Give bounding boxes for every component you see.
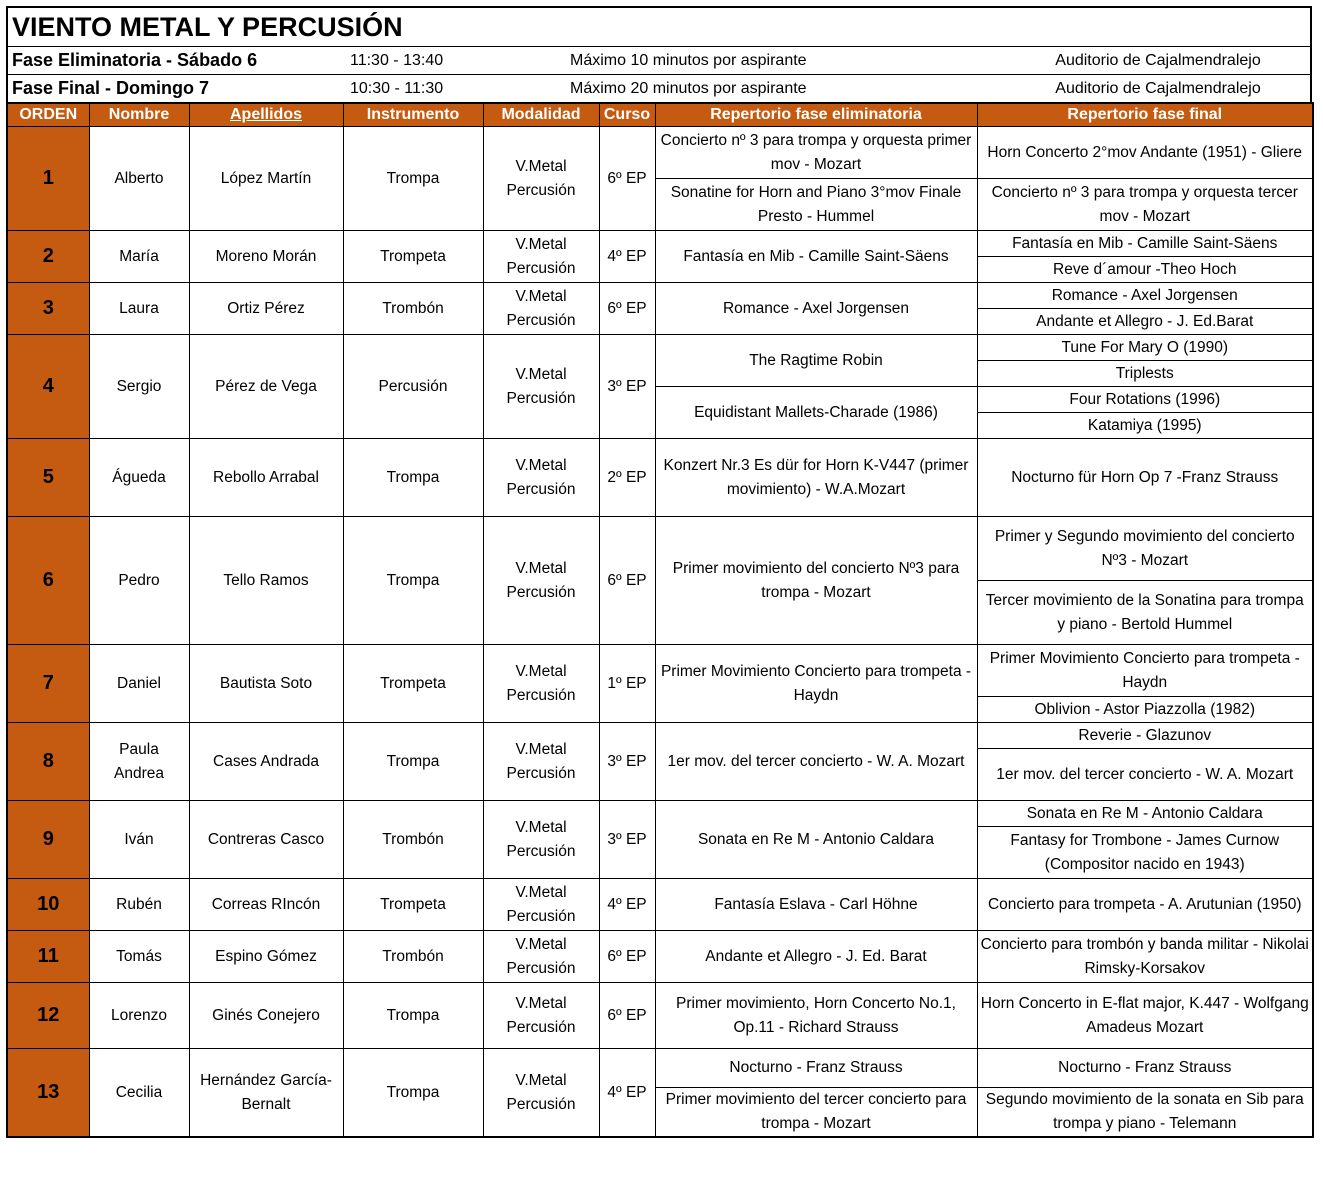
curso-cell: 6º EP [599,283,655,335]
instrumento-cell: Trompeta [343,231,483,283]
curso-cell: 6º EP [599,931,655,983]
table-header-row [7,103,1313,127]
orden-cell: 7 [7,645,89,723]
repertorio-final-cell: Nocturno - Franz Strauss [977,1049,1313,1088]
repertorio-final-cell: Concierto para trombón y banda militar - Nikolai Rimsky-Korsakov [977,931,1313,983]
repertorio-final-cell: Primer y Segundo movimiento del concierto Nº3 - Mozart [977,517,1313,581]
nombre-cell: Rubén [89,879,189,931]
phase-place: Auditorio de Cajalmendralejo [1055,79,1261,97]
curso-cell: 6º EP [599,983,655,1049]
curso-cell: 4º EP [599,1049,655,1138]
phase-note: Máximo 10 minutos por aspirante [570,51,807,69]
modalidad-cell: V.Metal Percusión [483,1049,599,1138]
repertorio-final-cell: Horn Concerto 2°mov Andante (1951) - Gliere [977,127,1313,179]
apellidos-cell: Hernández García-Bernalt [189,1049,343,1138]
instrumento-cell: Trompeta [343,879,483,931]
schedule-sheet [6,6,1312,1138]
curso-cell: 2º EP [599,439,655,517]
table-row [7,983,1313,1049]
repertorio-final-cell: 1er mov. del tercer concierto - W. A. Mozart [977,749,1313,801]
apellidos-cell: Pérez de Vega [189,335,343,439]
col-repertorio-eliminatoria: Repertorio fase eliminatoria [655,103,977,127]
table-row [7,1049,1313,1088]
repertorio-eliminatoria-cell: Concierto nº 3 para trompa y orquesta primer mov - Mozart [655,127,977,179]
modalidad-cell: V.Metal Percusión [483,439,599,517]
nombre-cell: Laura [89,283,189,335]
nombre-cell: Tomás [89,931,189,983]
modalidad-cell: V.Metal Percusión [483,335,599,439]
orden-cell: 2 [7,231,89,283]
repertorio-eliminatoria-cell: The Ragtime Robin [655,335,977,387]
orden-cell: 4 [7,335,89,439]
nombre-cell: Paula Andrea [89,723,189,801]
repertorio-final-cell: Reverie - Glazunov [977,723,1313,749]
repertorio-final-cell: Segundo movimiento de la sonata en Sib para trompa y piano - Telemann [977,1088,1313,1138]
repertorio-eliminatoria-cell: 1er mov. del tercer concierto - W. A. Mozart [655,723,977,801]
modalidad-cell: V.Metal Percusión [483,127,599,231]
phase-name: Fase Eliminatoria - Sábado 6 [12,50,258,70]
instrumento-cell: Trompa [343,517,483,645]
table-row [7,645,1313,658]
apellidos-cell: López Martín [189,127,343,231]
orden-cell: 9 [7,801,89,879]
modalidad-cell: V.Metal Percusión [483,723,599,801]
phase-time: 10:30 - 11:30 [350,79,444,97]
curso-cell: 4º EP [599,879,655,931]
repertorio-final-cell: Andante et Allegro - J. Ed.Barat [977,309,1313,335]
instrumento-cell: Trompa [343,127,483,231]
curso-cell: 1º EP [599,645,655,723]
repertorio-final-cell: Tune For Mary O (1990) [977,335,1313,361]
nombre-cell: Lorenzo [89,983,189,1049]
repertorio-eliminatoria-cell: Equidistant Mallets-Charade (1986) [655,387,977,439]
instrumento-cell: Trompeta [343,645,483,723]
modalidad-cell: V.Metal Percusión [483,231,599,283]
repertorio-eliminatoria-cell: Romance - Axel Jorgensen [655,283,977,335]
nombre-cell: María [89,231,189,283]
instrumento-cell: Percusión [343,335,483,439]
nombre-cell: Iván [89,801,189,879]
table-row [7,439,1313,517]
apellidos-cell: Ortiz Pérez [189,283,343,335]
repertorio-final-cell: Four Rotations (1996) [977,387,1313,413]
repertorio-eliminatoria-cell: Fantasía en Mib - Camille Saint-Säens [655,231,977,283]
repertorio-eliminatoria-cell: Nocturno - Franz Strauss [655,1049,977,1088]
instrumento-cell: Trompa [343,1049,483,1138]
nombre-cell: Pedro [89,517,189,645]
repertorio-eliminatoria-cell: Sonata en Re M - Antonio Caldara [655,801,977,879]
orden-cell: 5 [7,439,89,517]
phase-place: Auditorio de Cajalmendralejo [1055,51,1261,69]
repertorio-final-cell: Katamiya (1995) [977,413,1313,439]
col-curso: Curso [599,103,655,127]
orden-cell: 1 [7,127,89,231]
repertorio-final-cell: Fantasy for Trombone - James Curnow (Compositor nacido en 1943) [977,827,1313,879]
repertorio-eliminatoria-cell: Primer movimiento, Horn Concerto No.1, Op.11 - Richard Strauss [655,983,977,1049]
nombre-cell: Daniel [89,645,189,723]
apellidos-cell: Correas RIncón [189,879,343,931]
repertorio-final-cell: Concierto para trompeta - A. Arutunian (1950) [977,879,1313,931]
sheet-header [6,6,1312,102]
repertorio-final-cell: Nocturno für Horn Op 7 -Franz Strauss [977,439,1313,517]
orden-cell: 13 [7,1049,89,1138]
col-orden: ORDEN [7,103,89,127]
repertorio-eliminatoria-cell: Primer movimiento del concierto Nº3 para trompa - Mozart [655,517,977,645]
col-nombre: Nombre [89,103,189,127]
apellidos-cell: Ginés Conejero [189,983,343,1049]
col-modalidad: Modalidad [483,103,599,127]
phase-time: 11:30 - 13:40 [350,51,444,69]
nombre-cell: Cecilia [89,1049,189,1138]
instrumento-cell: Trompa [343,983,483,1049]
col-instrumento: Instrumento [343,103,483,127]
apellidos-cell: Tello Ramos [189,517,343,645]
repertorio-eliminatoria-cell: Sonatine for Horn and Piano 3°mov Finale Presto - Hummel [655,179,977,231]
repertorio-eliminatoria-cell: Konzert Nr.3 Es dür for Horn K-V447 (primer movimiento) - W.A.Mozart [655,439,977,517]
page-title: VIENTO METAL Y PERCUSIÓN [12,12,403,42]
instrumento-cell: Trompa [343,723,483,801]
modalidad-cell: V.Metal Percusión [483,801,599,879]
table-row [7,283,1313,309]
phase-eliminatoria [8,46,1310,74]
modalidad-cell: V.Metal Percusión [483,517,599,645]
repertorio-final-cell: Romance - Axel Jorgensen [977,283,1313,309]
table-row [7,879,1313,931]
repertorio-eliminatoria-cell: Primer movimiento del tercer concierto para trompa - Mozart [655,1088,977,1138]
repertorio-final-cell: Tercer movimiento de la Sonatina para trompa y piano - Bertold Hummel [977,581,1313,645]
repertorio-final-cell: Reve d´amour -Theo Hoch [977,257,1313,283]
modalidad-cell: V.Metal Percusión [483,645,599,723]
repertorio-eliminatoria-cell: Fantasía Eslava - Carl Höhne [655,879,977,931]
curso-cell: 3º EP [599,335,655,439]
apellidos-cell: Contreras Casco [189,801,343,879]
orden-cell: 3 [7,283,89,335]
orden-cell: 10 [7,879,89,931]
phase-note: Máximo 20 minutos por aspirante [570,79,807,97]
instrumento-cell: Trombón [343,801,483,879]
apellidos-cell: Espino Gómez [189,931,343,983]
orden-cell: 11 [7,931,89,983]
repertorio-final-cell: Concierto nº 3 para trompa y orquesta tercer mov - Mozart [977,179,1313,231]
orden-cell: 12 [7,983,89,1049]
apellidos-cell: Moreno Morán [189,231,343,283]
participants-table [6,102,1314,1138]
table-row [7,335,1313,361]
nombre-cell: Águeda [89,439,189,517]
phase-final [8,74,1310,102]
table-row [7,723,1313,736]
repertorio-final-cell: Fantasía en Mib - Camille Saint-Säens [977,231,1313,257]
col-repertorio-final: Repertorio fase final [977,103,1313,127]
curso-cell: 6º EP [599,127,655,231]
repertorio-final-cell: Triplests [977,361,1313,387]
instrumento-cell: Trompa [343,439,483,517]
repertorio-final-cell: Oblivion - Astor Piazzolla (1982) [977,697,1313,723]
orden-cell: 8 [7,723,89,801]
modalidad-cell: V.Metal Percusión [483,983,599,1049]
table-body [7,127,1313,1138]
table-row [7,517,1313,581]
phase-name: Fase Final - Domingo 7 [12,78,210,98]
curso-cell: 6º EP [599,517,655,645]
nombre-cell: Sergio [89,335,189,439]
curso-cell: 4º EP [599,231,655,283]
table-row [7,931,1313,983]
instrumento-cell: Trombón [343,283,483,335]
table-row [7,801,1313,814]
curso-cell: 3º EP [599,723,655,801]
col-apellidos: Apellidos [189,103,343,127]
modalidad-cell: V.Metal Percusión [483,931,599,983]
apellidos-cell: Rebollo Arrabal [189,439,343,517]
apellidos-cell: Bautista Soto [189,645,343,723]
apellidos-cell: Cases Andrada [189,723,343,801]
curso-cell: 3º EP [599,801,655,879]
nombre-cell: Alberto [89,127,189,231]
repertorio-eliminatoria-cell: Andante et Allegro - J. Ed. Barat [655,931,977,983]
table-row [7,231,1313,257]
instrumento-cell: Trombón [343,931,483,983]
orden-cell: 6 [7,517,89,645]
table-row [7,127,1313,179]
repertorio-final-cell: Sonata en Re M - Antonio Caldara [977,801,1313,827]
repertorio-final-cell: Horn Concerto in E-flat major, K.447 - Wolfgang Amadeus Mozart [977,983,1313,1049]
repertorio-final-cell: Primer Movimiento Concierto para trompeta - Haydn [977,645,1313,697]
modalidad-cell: V.Metal Percusión [483,879,599,931]
modalidad-cell: V.Metal Percusión [483,283,599,335]
repertorio-eliminatoria-cell: Primer Movimiento Concierto para trompeta - Haydn [655,645,977,723]
